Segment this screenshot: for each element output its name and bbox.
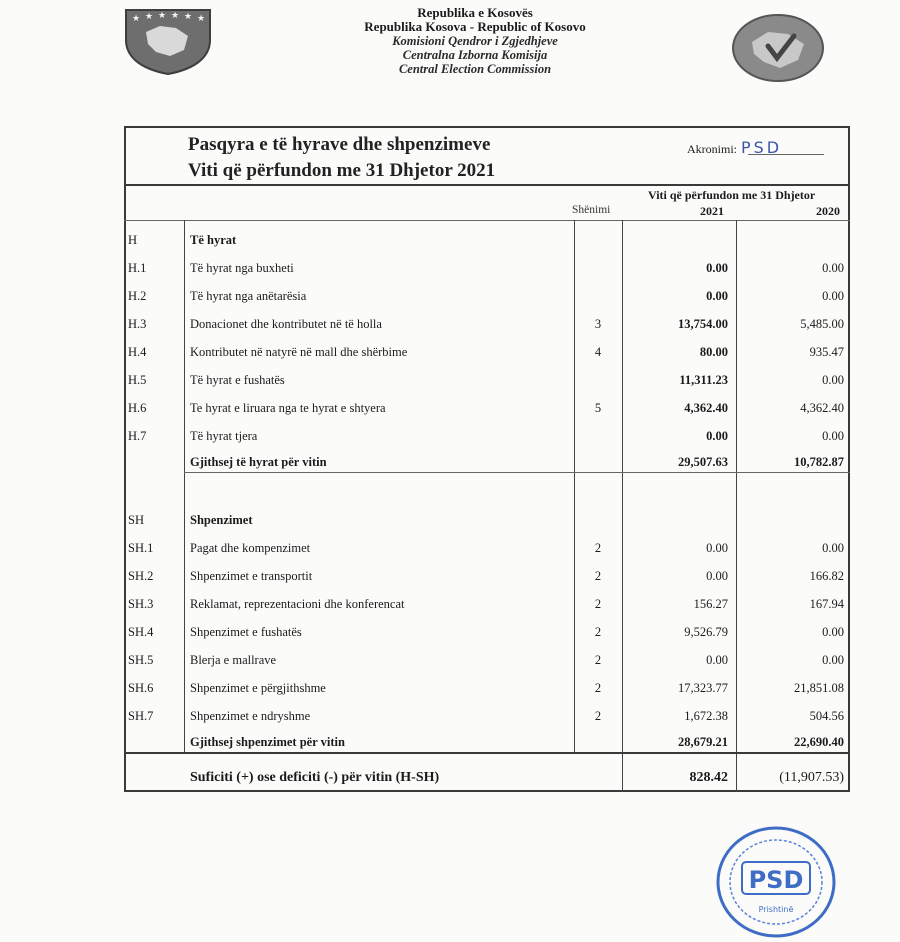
row-value-2021: 80.00: [699, 345, 728, 359]
row-value-2021: 0.00: [706, 429, 728, 443]
row-value-2020: 0.00: [822, 429, 844, 443]
row-note: 2: [594, 541, 602, 555]
row-note: 5: [594, 401, 602, 415]
header-line-5: Central Election Commission: [398, 62, 552, 76]
institution-header: [300, 6, 650, 76]
note-column-header: Shënimi: [572, 204, 611, 216]
row-description: Donacionet dhe kontributet në të holla: [190, 317, 382, 331]
row-value-2020: 504.56: [809, 709, 844, 723]
row-description: Pagat dhe kompenzimet: [190, 541, 311, 555]
income-section-header: [124, 224, 850, 252]
row-description: Shpenzimet e përgjithshme: [190, 681, 326, 695]
row-code: SH.7: [128, 709, 154, 723]
row-description: Të hyrat nga anëtarësia: [190, 289, 307, 303]
table-row: [124, 700, 850, 728]
header-bottom-rule: [124, 220, 850, 221]
row-value-2020: 935.47: [809, 345, 844, 359]
row-value-2021: 0.00: [706, 541, 728, 555]
expenses-total-2020: 22,690.40: [794, 735, 844, 749]
expenses-total-label: Gjithsej shpenzimet për vitin: [190, 735, 345, 749]
expenses-section-header: [124, 504, 850, 532]
header-line-2: Republika Kosova - Republic of Kosovo: [364, 19, 586, 34]
acronym-underline: [748, 154, 824, 155]
header-line-3: Komisioni Qendror i Zgjedhjeve: [392, 34, 558, 48]
income-total-2020: 10,782.87: [794, 455, 844, 469]
row-description: Të hyrat e fushatës: [190, 373, 285, 387]
row-value-2020: 0.00: [822, 373, 844, 387]
table-row: [124, 588, 850, 616]
svg-text:★: ★: [197, 14, 206, 24]
expenses-total-2021: 28,679.21: [678, 735, 728, 749]
result-2021: 828.42: [689, 770, 728, 785]
row-value-2020: 21,851.08: [794, 681, 844, 695]
expenses-code: SH: [128, 513, 144, 527]
year-2020-header: 2020: [816, 204, 840, 218]
row-value-2021: 156.27: [693, 597, 728, 611]
table-row: [124, 392, 850, 420]
row-description: Blerja e mallrave: [190, 653, 277, 667]
row-code: H.5: [128, 373, 147, 387]
table-row: [124, 308, 850, 336]
kosovo-emblem-icon: [118, 6, 218, 76]
income-code: H: [128, 233, 138, 247]
row-value-2021: 11,311.23: [679, 373, 728, 387]
statement-title-line2: Viti që përfundon me 31 Dhjetor 2021: [188, 160, 496, 181]
row-note: 2: [594, 709, 602, 723]
table-row: [124, 644, 850, 672]
row-code: H.7: [128, 429, 147, 443]
svg-text:★: ★: [158, 11, 167, 21]
row-value-2020: 0.00: [822, 541, 844, 555]
row-note: 2: [594, 653, 602, 667]
row-note: 2: [594, 569, 602, 583]
table-row: [124, 420, 850, 448]
row-code: SH.2: [128, 569, 154, 583]
income-total-label: Gjithsej të hyrat për vitin: [190, 455, 327, 469]
row-description: Reklamat, reprezentacioni dhe konferencat: [190, 597, 405, 611]
row-value-2021: 13,754.00: [678, 317, 728, 331]
row-description: Te hyrat e liruara nga te hyrat e shtyera: [190, 401, 386, 415]
row-value-2020: 167.94: [809, 597, 844, 611]
row-value-2020: 4,362.40: [800, 401, 844, 415]
row-value-2021: 1,672.38: [684, 709, 728, 723]
row-code: SH.1: [128, 541, 154, 555]
row-note: 2: [594, 625, 602, 639]
cec-logo-icon: [730, 12, 826, 84]
row-description: Shpenzimet e ndryshme: [190, 709, 311, 723]
table-row: [124, 672, 850, 700]
header-line-4: Centralna Izborna Komisija: [402, 48, 548, 62]
row-note: 4: [594, 345, 602, 359]
table-row: [124, 560, 850, 588]
row-value-2020: 5,485.00: [800, 317, 844, 331]
row-value-2021: 4,362.40: [684, 401, 728, 415]
row-value-2020: 0.00: [822, 289, 844, 303]
row-value-2021: 0.00: [706, 569, 728, 583]
result-row: [124, 762, 850, 790]
period-header: Viti që përfundon me 31 Dhjetor: [648, 188, 816, 202]
stamp-city: Prishtinë: [758, 905, 794, 914]
row-note: 2: [594, 681, 602, 695]
statement-title-line1: Pasqyra e të hyrave dhe shpenzimeve: [188, 134, 491, 155]
row-code: SH.4: [128, 625, 154, 639]
row-value-2020: 166.82: [809, 569, 844, 583]
row-code: H.4: [128, 345, 147, 359]
table-row: [124, 616, 850, 644]
table-row: [124, 252, 850, 280]
row-value-2021: 9,526.79: [684, 625, 728, 639]
table-row: [124, 336, 850, 364]
row-value-2021: 0.00: [706, 261, 728, 275]
statement-title: [188, 132, 495, 184]
row-note: 2: [594, 597, 602, 611]
svg-text:★: ★: [145, 12, 154, 22]
row-description: Kontributet në natyrë në mall dhe shërbime: [190, 345, 408, 359]
row-value-2021: 17,323.77: [678, 681, 728, 695]
svg-text:★: ★: [171, 11, 180, 21]
year-2021-header: 2021: [700, 204, 724, 218]
row-description: Të hyrat nga buxheti: [190, 261, 294, 275]
row-code: H.3: [128, 317, 147, 331]
row-value-2021: 0.00: [706, 653, 728, 667]
row-description: Shpenzimet e fushatës: [190, 625, 302, 639]
stamp-text: PSD: [748, 866, 804, 894]
row-description: Të hyrat tjera: [190, 429, 258, 443]
row-value-2020: 0.00: [822, 653, 844, 667]
income-total-row: [124, 446, 850, 474]
acronym-label: Akronimi:: [687, 142, 737, 156]
svg-text:★: ★: [184, 12, 193, 22]
acronym-value: PSD: [741, 138, 783, 157]
row-note: 3: [594, 317, 602, 331]
row-value-2020: 0.00: [822, 261, 844, 275]
row-code: SH.5: [128, 653, 154, 667]
expenses-title: Shpenzimet: [190, 513, 253, 527]
row-value-2021: 0.00: [706, 289, 728, 303]
row-description: Shpenzimet e transportit: [190, 569, 313, 583]
table-row: [124, 364, 850, 392]
row-code: SH.3: [128, 597, 154, 611]
svg-text:★: ★: [132, 14, 141, 24]
income-total-2021: 29,507.63: [678, 455, 728, 469]
result-2020: (11,907.53): [779, 770, 844, 785]
table-row: [124, 532, 850, 560]
row-value-2020: 0.00: [822, 625, 844, 639]
expenses-total-row: [124, 726, 850, 754]
party-stamp-icon: [712, 822, 840, 938]
table-row: [124, 280, 850, 308]
row-code: H.6: [128, 401, 147, 415]
row-code: SH.6: [128, 681, 154, 695]
result-label: Suficiti (+) ose deficiti (-) për vitin (H-SH): [190, 770, 440, 785]
income-title: Të hyrat: [190, 233, 237, 247]
row-code: H.2: [128, 289, 147, 303]
row-code: H.1: [128, 261, 147, 275]
title-separator: [124, 184, 850, 186]
header-line-1: Republika e Kosovës: [417, 5, 533, 20]
